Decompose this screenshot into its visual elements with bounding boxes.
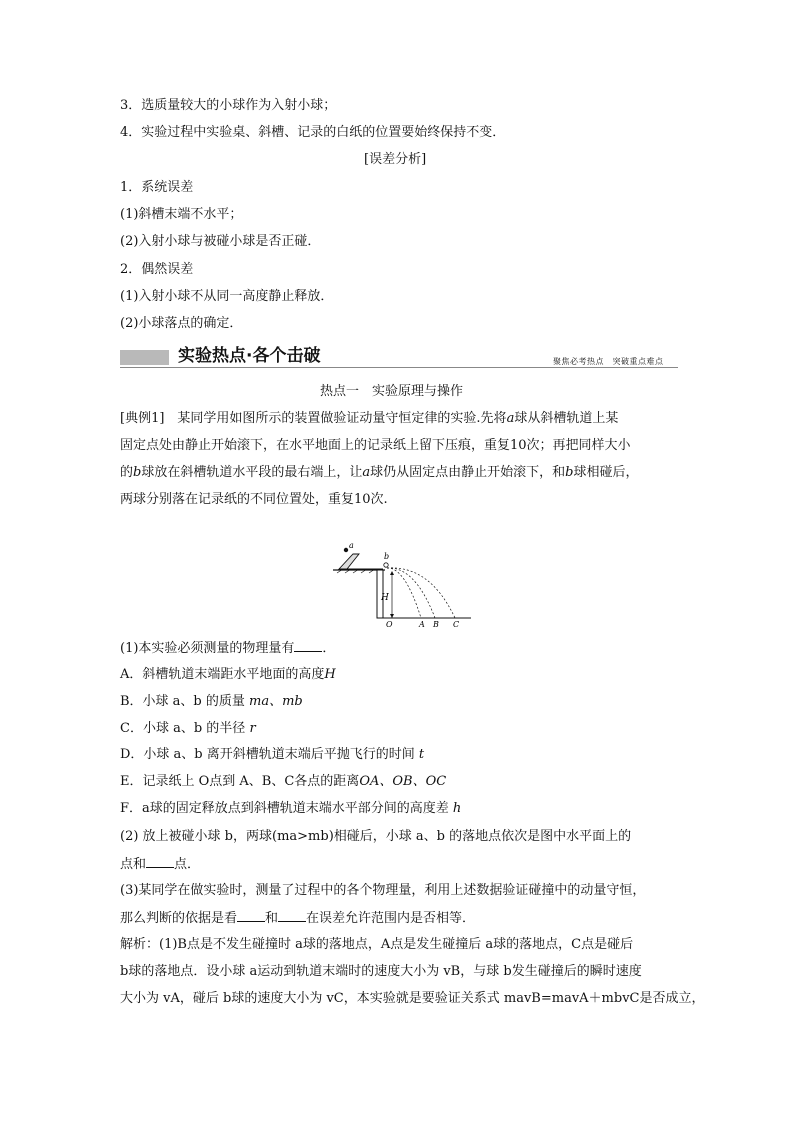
experiment-figure (325, 538, 475, 628)
answer-blank[interactable] (278, 909, 306, 922)
label-A: A (419, 620, 425, 628)
solution-line-1: 解析：(1)B点是不发生碰撞时 a球的落地点，A点是发生碰撞后 a球的落地点，C点是碰后 (120, 937, 634, 952)
option-a: A．斜槽轨道末端距水平地面的高度H (120, 667, 336, 682)
example-line-1: [典例1] 某同学用如图所示的装置做验证动量守恒定律的实验.先将a球从斜槽轨道上某 (120, 411, 619, 426)
label-C: C (453, 620, 460, 628)
note-item-4: 4．实验过程中实验桌、斜槽、记录的白纸的位置要始终保持不变． (120, 125, 506, 140)
solution-line-3: 大小为 vA，碰后 b球的速度大小为 vC，本实验就是要验证关系式 mavB=mavA＋mbvC是否成立， (120, 991, 705, 1006)
ball-b (384, 563, 388, 567)
section-banner-title: 实验热点·各个击破 (178, 346, 321, 366)
question-1-stem: (1)本实验必须测量的物理量有 ． (120, 641, 336, 656)
banner-block (120, 350, 169, 365)
systematic-error-title: 1．系统误差 (120, 180, 194, 195)
systematic-error-1: (1)斜槽末端不水平； (120, 207, 243, 222)
option-d: D．小球 a、b 离开斜槽轨道末端后平抛飞行的时间 t (120, 747, 425, 762)
label-a: a (349, 541, 354, 550)
error-analysis-heading: [误差分析] (364, 152, 427, 167)
solution-line-2: b球的落地点．设小球 a运动到轨道末端时的速度大小为 vB，与球 b发生碰撞后的瞬时速度 (120, 964, 642, 979)
note-item-3: 3．选质量较大的小球作为入射小球； (120, 98, 337, 113)
label-H: H (381, 593, 389, 603)
option-c: C．小球 a、b 的半径 r (120, 721, 256, 736)
ball-a (344, 548, 348, 552)
option-e: E．记录纸上 O点到 A、B、C各点的距离OA、OB、OC (120, 774, 447, 789)
answer-blank[interactable] (294, 639, 322, 652)
option-b: B．小球 a、b 的质量 ma、mb (120, 694, 303, 709)
question-3-line-1: (3)某同学在做实验时，测量了过程中的各个物理量，利用上述数据验证碰撞中的动量守恒， (120, 883, 646, 898)
section-banner-tagline: 聚焦必考热点 突破重点难点 (553, 357, 664, 366)
example-line-3: 的b球放在斜槽轨道水平段的最右端上，让a球仍从固定点由静止开始滚下，和b球相碰后， (120, 465, 639, 480)
answer-blank[interactable] (146, 855, 174, 868)
label-O: O (386, 620, 393, 628)
random-error-title: 2．偶然误差 (120, 262, 194, 277)
banner-divider (120, 367, 678, 368)
label-b: b (384, 552, 390, 561)
question-2-line-2: 点和 点． (120, 857, 201, 872)
option-f: F．a球的固定释放点到斜槽轨道末端水平部分间的高度差 h (120, 801, 462, 816)
question-3-line-2: 那么判断的依据是看 和 在误差允许范围内是否相等． (120, 911, 476, 926)
question-2-line-1: (2) 放上被碰小球 b，两球(ma>mb)相碰后，小球 a、b 的落地点依次是图中水平面上的 (120, 829, 632, 844)
example-line-4: 两球分别落在记录纸的不同位置处，重复10次. (120, 492, 388, 507)
answer-blank[interactable] (237, 909, 265, 922)
random-error-2: (2)小球落点的确定． (120, 316, 243, 331)
random-error-1: (1)入射小球不从同一高度静止释放． (120, 289, 334, 304)
hotspot-title: 热点一 实验原理与操作 (320, 384, 464, 399)
systematic-error-2: (2)入射小球与被碰小球是否正碰． (120, 234, 321, 249)
label-B: B (433, 620, 439, 628)
example-line-2: 固定点处由静止开始滚下，在水平地面上的记录纸上留下压痕，重复10次；再把同样大小 (120, 438, 631, 453)
